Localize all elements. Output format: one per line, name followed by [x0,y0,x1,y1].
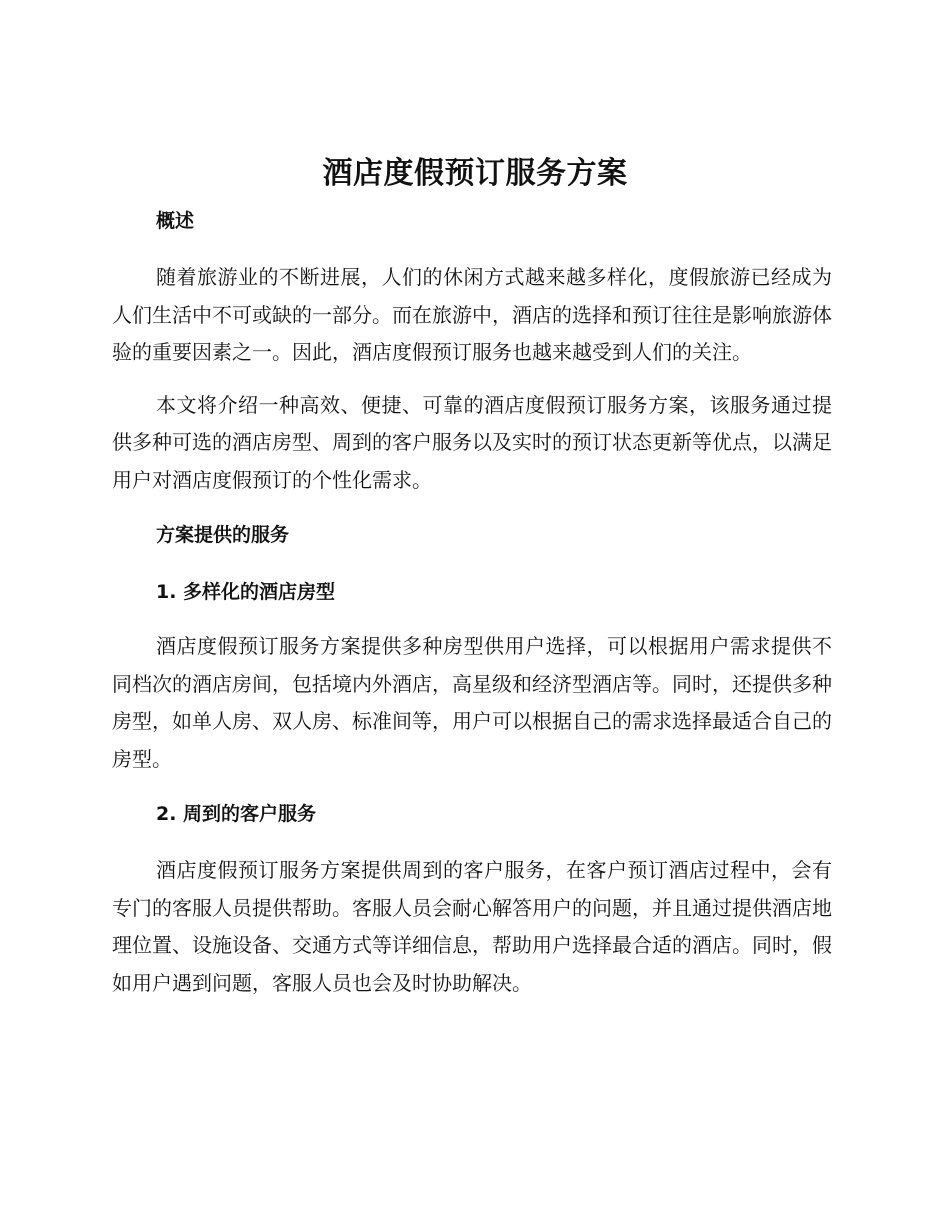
overview-paragraph-1: 随着旅游业的不断进展，人们的休闲方式越来越多样化，度假旅游已经成为人们生活中不可或缺的一部分。而在旅游中，酒店的选择和预订往往是影响旅游体验的重要因素之一。因此，酒店度假预订服务也越来越受到人们的关注。 [112,265,832,364]
document-title: 酒店度假预订服务方案 [322,156,628,191]
overview-paragraph-2: 本文将介绍一种高效、便捷、可靠的酒店度假预订服务方案，该服务通过提供多种可选的酒店房型、周到的客户服务以及实时的预订状态更新等优点，以满足用户对酒店度假预订的个性化需求。 [112,392,832,492]
room-types-paragraph: 酒店度假预订服务方案提供多种房型供用户选择，可以根据用户需求提供不同档次的酒店房间，包括境内外酒店，高星级和经济型酒店等。同时，还提供多种房型，如单人房、双人房、标准间等，用户可以根据自己的需求选择最适合自己的房型。 [112,634,832,771]
subsection-heading-customer-service: 2. 周到的客户服务 [156,803,317,825]
subsection-heading-room-types: 1. 多样化的酒店房型 [156,581,336,603]
section-heading-services: 方案提供的服务 [156,524,290,546]
customer-service-paragraph: 酒店度假预订服务方案提供周到的客户服务，在客户预订酒店过程中，会有专门的客服人员提供帮助。客服人员会耐心解答用户的问题，并且通过提供酒店地理位置、设施设备、交通方式等详细信息，帮助用户选择最合适的酒店。同时，假如用户遇到问题，客服人员也会及时协助解决。 [112,858,832,995]
section-heading-overview: 概述 [156,210,195,232]
document-body [112,198,832,1002]
